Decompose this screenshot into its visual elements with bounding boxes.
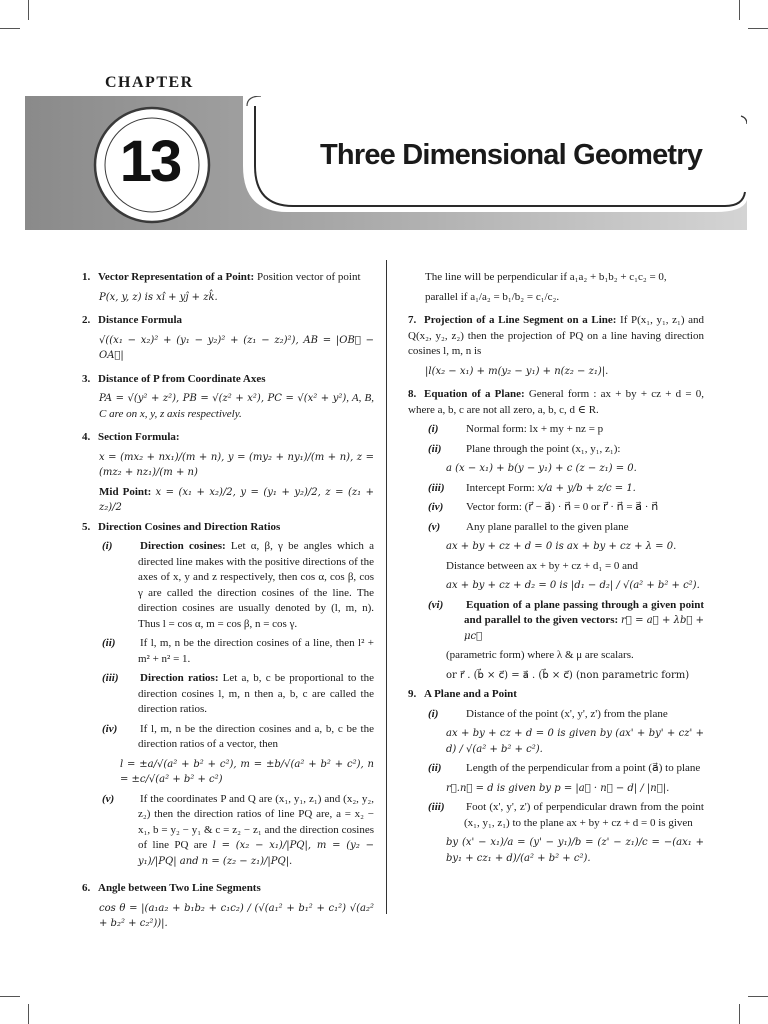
section-6-formula: cos θ = |(a₁a₂ + b₁b₂ + c₁c₂) / (√(a₁² + b₁² + c₁²) √(a₂² + b₂² + c₂²))|.: [99, 902, 374, 929]
crop-mark: [748, 996, 768, 997]
section-1-text: Position vector of point: [256, 271, 361, 283]
section-8-ii: (ii) Plane through the point (x₁, y₁, z₁):: [428, 442, 621, 455]
section-9-i: (i) Distance of the point (x', y', z') from the plane: [428, 707, 668, 720]
left-column: [82, 270, 374, 936]
section-8-iv: (iv) Vector form: (r⃗ − a⃗) · n⃗ = 0 or r⃗ · n⃗ = a⃗ · n⃗: [428, 501, 659, 513]
section-8-v-formula-3: ax + by + cz + d₂ = 0 is |d₁ − d₂| / √(a² + b² + c²).: [446, 580, 700, 591]
section-8-vi-text-2: or r⃗ . (b⃗ × c⃗) = a⃗ . (b⃗ × c⃗) (non parametric form): [446, 669, 690, 681]
crop-mark: [748, 28, 768, 29]
section-5-iv-formula: l = ±a/√(a² + b² + c²), m = ±b/√(a² + b² + c²), n = ±c/√(a² + b² + c²): [120, 758, 374, 785]
section-8-vi-text: (parametric form) where λ & μ are scalars.: [446, 649, 634, 661]
section-8: 8. Equation of a Plane: General form : ax + by + cz + d = 0, where a, b, c are not all zero, a, b, c, d ∈ R.: [408, 388, 704, 416]
section-5-iv: (iv) If l, m, n be the direction cosines and a, b, c be the direction ratios of a vector, then: [102, 722, 374, 750]
section-4: 4. Section Formula:: [82, 431, 180, 443]
section-8-i: (i) Normal form: lx + my + nz = p: [428, 423, 604, 435]
chapter-label: CHAPTER: [105, 74, 194, 91]
chapter-title: Three Dimensional Geometry: [320, 139, 703, 171]
section-5: 5. Direction Cosines and Direction Ratios: [82, 520, 281, 533]
crop-mark: [0, 996, 20, 997]
section-5-i: (i) Direction cosines: Let α, β, γ be angles which a directed line makes with the positive directions of the axes of x, y and z respectively, then cos α, cos β, cos γ are called the direction cosines of the line. The direction cosines are usually denoted by (l, m, n). Thus l = cos α, m = cos β, n = cos γ.: [102, 540, 375, 630]
section-4-formula: x = (mx₂ + nx₁)/(m + n), y = (my₂ + ny₁)/(m + n), z = (mz₂ + nz₁)/(m + n): [99, 451, 374, 478]
section-5-ii: (ii) If l, m, n be the direction cosines of a line, then l² + m² + n² = 1.: [102, 637, 374, 665]
crop-mark: [28, 1004, 29, 1024]
perpendicular-condition: The line will be perpendicular if a₁a₂ + b₁b₂ + c₁c₂ = 0,: [425, 271, 667, 283]
section-3-body: PA = √(y² + z²), PB = √(z² + x²), PC = √(x² + y²), A, B, C are on x, y, z axis respectively.: [99, 392, 374, 420]
section-7-title: Projection of a Line Segment on a Line:: [424, 314, 617, 326]
section-9-iii-formula: by (x' − x₁)/a = (y' − y₁)/b = (z' − z₁)/c = −(ax₁ + by₁ + cz₁ + d)/(a² + b² + c²).: [446, 837, 704, 864]
section-4-title: Section Formula:: [98, 431, 180, 443]
mid-point: [82, 485, 374, 516]
section-7: 7. Projection of a Line Segment on a Line: If P(x₁, y₁, z₁) and Q(x₂, y₂, z₂) then the projection of PQ on a line having direction cosines l, m, n is: [408, 314, 704, 357]
section-3-formula: PA = √(y² + z²), PB = √(z² + x²), PC = √(x² + y²): [99, 393, 347, 404]
right-column: [408, 270, 704, 870]
crop-mark: [739, 0, 740, 20]
section-5-v: (v) If the coordinates P and Q are (x₁, y₁, z₁) and (x₂, y₂, z₂) then the direction ratios of line PQ are, a = x₂ − x₁, b = y₂ − y₁ & c = z₂ − z₁ and the direction cosines of line PQ are l = (x₂ − x₁)/|PQ|, m = (y₂ − y₁)/|PQ| and n = (z₂ − z₁)/|PQ|.: [102, 792, 375, 867]
mid-point-title: Mid Point:: [99, 485, 152, 498]
section-6-title: Angle between Two Line Segments: [98, 882, 261, 894]
chapter-number: 13: [119, 129, 181, 194]
section-8-v-formula-1: ax + by + cz + d = 0 is ax + by + cz + λ = 0.: [446, 541, 677, 552]
mid-point-formula: x = (x₁ + x₂)/2, y = (y₁ + y₂)/2, z = (z₁ + z₂)/2: [99, 486, 375, 513]
section-3-title: Distance of P from Coordinate Axes: [98, 372, 266, 385]
section-8-v-formula-2: Distance between ax + by + cz + d₁ = 0 and: [446, 559, 639, 572]
section-6: 6. Angle between Two Line Segments: [82, 882, 261, 894]
section-8-vi: (vi) Equation of a plane passing through a given point and parallel to the given vectors: r⃗ = a⃗ + λb⃗ + μc⃗: [428, 598, 705, 642]
section-9: 9. A Plane and a Point: [408, 688, 517, 700]
section-9-ii: (ii) Length of the perpendicular from a point (a⃗) to plane: [428, 762, 701, 774]
section-8-v: (v) Any plane parallel to the given plane: [428, 520, 629, 533]
crop-mark: [0, 28, 20, 29]
section-3: 3. Distance of P from Coordinate Axes: [82, 372, 266, 385]
crop-mark: [28, 0, 29, 20]
section-9-i-formula: ax + by + cz + d = 0 is given by (ax' + by' + cz' + d) / √(a² + b² + c²).: [446, 728, 704, 755]
section-1-formula: P(x, y, z) is xî + yĵ + zk̂.: [99, 291, 218, 303]
section-7-formula: |l(x₂ − x₁) + m(y₂ − y₁) + n(z₂ − z₁)|.: [425, 365, 609, 377]
section-2: 2. Distance Formula: [82, 314, 183, 326]
section-2-formula: √((x₁ − x₂)² + (y₁ − y₂)² + (z₁ − z₂)²), AB = |OB⃗ − OA⃗|: [99, 334, 374, 361]
parallel-condition: parallel if a₁/a₂ = b₁/b₂ = c₁/c₂.: [425, 290, 560, 303]
section-5-iii: (iii) Direction ratios: Let a, b, c be proportional to the direction cosines l, m, n then a, b, c are called the direction ratios.: [102, 672, 374, 715]
section-5-title: Direction Cosines and Direction Ratios: [98, 520, 281, 533]
section-1-title: Vector Representation of a Point:: [98, 271, 255, 283]
section-8-title: Equation of a Plane:: [424, 388, 525, 400]
crop-mark: [739, 1004, 740, 1024]
section-8-ii-formula: a (x − x₁) + b(y − y₁) + c (z − z₁) = 0.: [446, 463, 637, 474]
section-9-title: A Plane and a Point: [424, 688, 517, 700]
section-8-iii: (iii) Intercept Form: x/a + y/b + z/c = 1.: [428, 481, 636, 494]
section-9-ii-formula: r⃗.n⃗ = d is given by p = |a⃗ · n⃗ − d| / |n⃗|.: [446, 782, 670, 794]
section-2-title: Distance Formula: [98, 314, 183, 326]
section-1: 1. Vector Representation of a Point: Position vector of point: [82, 271, 361, 283]
section-9-iii: (iii) Foot (x', y', z') of perpendicular drawn from the point (x₁, y₁, z₁) to the plane ax + by + cz + d = 0 is given: [428, 801, 704, 829]
column-divider: [386, 260, 387, 914]
